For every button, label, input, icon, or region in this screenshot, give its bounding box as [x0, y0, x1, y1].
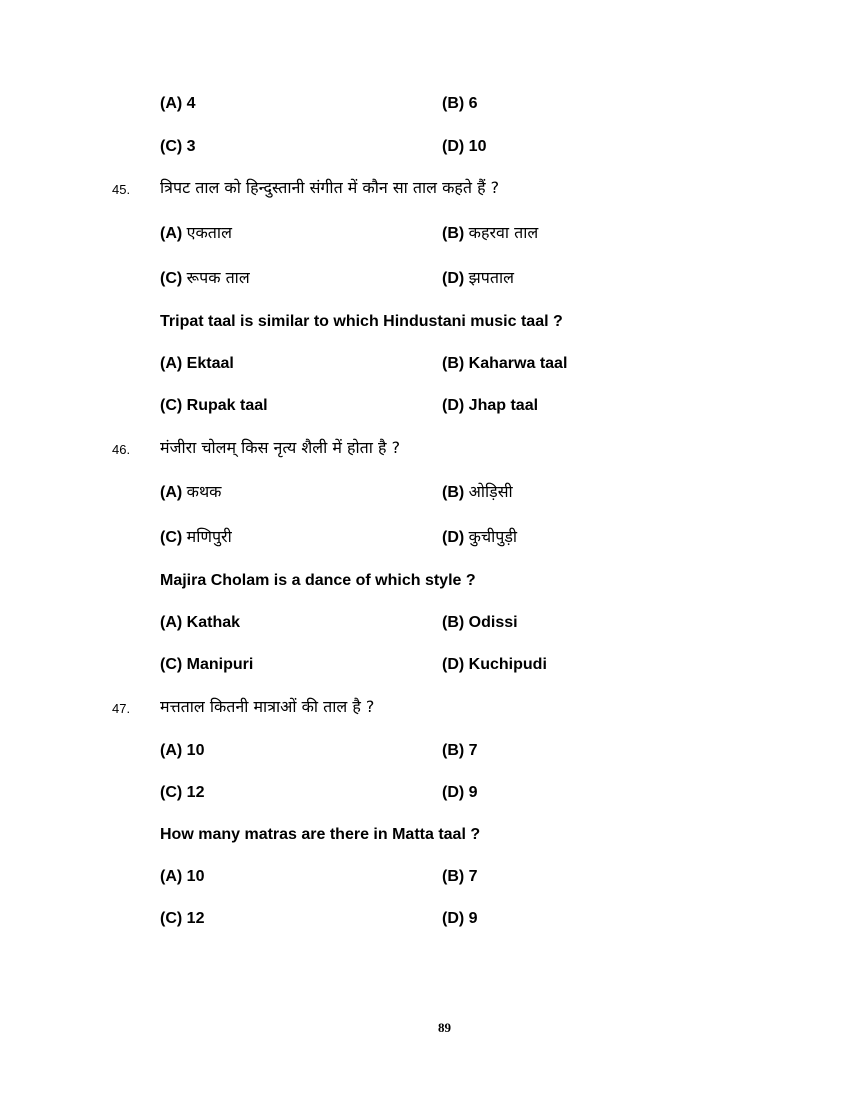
- question-47-hindi: मत्तताल कितनी मात्राओं की ताल है ?: [160, 697, 375, 716]
- question-number-46: 46.: [112, 442, 131, 457]
- question-45-english: Tripat taal is similar to which Hindustani music taal ?: [160, 313, 563, 330]
- question-47-english: How many matras are there in Matta taal ?: [160, 826, 481, 843]
- q45-english-option-c: (C) Rupak taal: [160, 397, 268, 414]
- q47-hindi-option-a: (A) 10: [160, 742, 205, 759]
- q45-hindi-option-d: (D) झपताल: [442, 268, 514, 287]
- q45-english-option-d: (D) Jhap taal: [442, 397, 539, 414]
- question-46-english: Majira Cholam is a dance of which style ?: [160, 572, 476, 589]
- q47-english-option-d: (D) 9: [442, 910, 478, 927]
- question-45-hindi: त्रिपट ताल को हिन्दुस्तानी संगीत में कौन सा ताल कहते हैं ?: [160, 178, 500, 197]
- question-46-hindi: मंजीरा चोलम् किस नृत्य शैली में होता है ?: [160, 438, 401, 457]
- q46-hindi-option-c: (C) मणिपुरी: [160, 527, 232, 546]
- page-number: 89: [438, 1020, 451, 1035]
- q46-hindi-option-a: (A) कथक: [160, 482, 222, 501]
- q45-hindi-option-b: (B) कहरवा ताल: [442, 223, 539, 242]
- q44-option-c: (C) 3: [160, 138, 196, 155]
- q45-english-option-b: (B) Kaharwa taal: [442, 355, 568, 372]
- q47-hindi-option-b: (B) 7: [442, 742, 478, 759]
- q46-english-option-c: (C) Manipuri: [160, 656, 254, 673]
- q45-hindi-option-a: (A) एकताल: [160, 223, 232, 242]
- q47-english-option-c: (C) 12: [160, 910, 205, 927]
- q44-option-d: (D) 10: [442, 138, 487, 155]
- q46-hindi-option-b: (B) ओड़िसी: [442, 482, 513, 501]
- q47-english-option-b: (B) 7: [442, 868, 478, 885]
- question-number-47: 47.: [112, 701, 131, 716]
- q45-english-option-a: (A) Ektaal: [160, 355, 234, 372]
- q47-english-option-a: (A) 10: [160, 868, 205, 885]
- q46-hindi-option-d: (D) कुचीपुड़ी: [442, 527, 518, 546]
- q46-english-option-a: (A) Kathak: [160, 614, 241, 631]
- q47-hindi-option-c: (C) 12: [160, 784, 205, 801]
- q44-option-b: (B) 6: [442, 95, 478, 112]
- q45-hindi-option-c: (C) रूपक ताल: [160, 268, 250, 287]
- q46-english-option-b: (B) Odissi: [442, 614, 518, 631]
- q47-hindi-option-d: (D) 9: [442, 784, 478, 801]
- q44-option-a: (A) 4: [160, 95, 196, 112]
- question-number-45: 45.: [112, 182, 131, 197]
- q46-english-option-d: (D) Kuchipudi: [442, 656, 547, 673]
